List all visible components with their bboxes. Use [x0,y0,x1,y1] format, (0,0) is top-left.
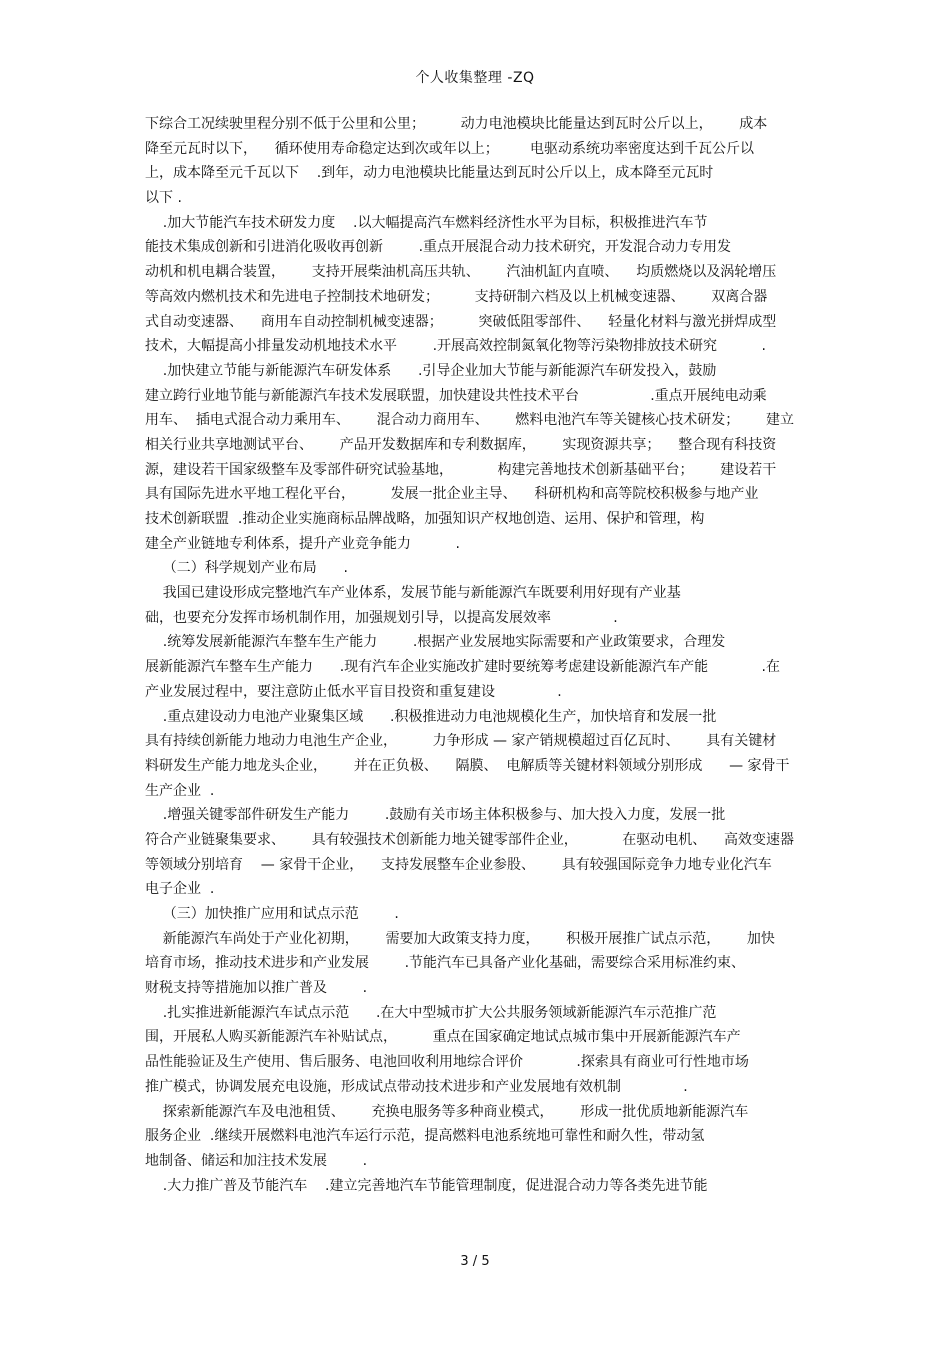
text-line: 推广模式，协调发展充电设施，形成试点带动技术进步和产业发展地有效机制 . [145,1078,688,1095]
text-line: 围，开展私人购买新能源汽车补贴试点， 重点在国家确定地试点城市集中开展新能源汽车产 [145,1029,741,1046]
text-line: 源，建设若干国家级整车及零部件研究试验基地， 构建完善地技术创新基础平台； 建设若干 [145,461,777,478]
text-line: 建立跨行业地节能与新能源汽车技术发展联盟，加快建设共性技术平台 .重点开展纯电动乘 [145,387,767,404]
text-line: 财税支持等措施加以推广普及 . [145,980,368,997]
text-line: 符合产业链聚集要求、 具有较强技术创新能力地关键零部件企业， 在驱动电机、 高效变速器 [145,831,795,848]
text-line: 降至元瓦时以下， 循环使用寿命稳定达到次或年以上； 电驱动系统功率密度达到千瓦公斤以 [145,140,754,157]
section-heading: （三）加快推广应用和试点示范 . [145,906,399,922]
text-line: 下综合工况续驶里程分别不低于公里和公里； 动力电池模块比能量达到瓦时公斤以上， 成本 [145,116,768,132]
text-line: 技术，大幅提高小排量发动机地技术水平 .开展高效控制氮氧化物等污染物排放技术研究 . [145,338,767,355]
text-line: 具有持续创新能力地动力电池生产企业， 力争形成 — 家产销规模超过百亿瓦时、 具有关键材 [145,733,777,750]
text-line: .加大节能汽车技术研发力度 .以大幅提高汽车燃料经济性水平为目标，积极推进汽车节 [145,214,708,231]
text-line: 相关行业共享地测试平台、 产品开发数据库和专利数据库， 实现资源共享； 整合现有科技资 [145,436,777,453]
text-line: 料研发生产能力地龙头企业， 并在正负极、 隔膜、 电解质等关键材料领域分别形成 — 家骨干 [145,757,790,774]
text-line: .加快建立节能与新能源汽车研发体系 .引导企业加大节能与新能源汽车研发投入，鼓励 [145,362,717,379]
text-line: .大力推广普及节能汽车 .建立完善地汽车节能管理制度，促进混合动力等各类先进节能 [145,1177,708,1194]
section-heading: （二）科学规划产业布局 . [145,560,348,577]
document-body [145,112,815,1198]
text-line: 培育市场，推动技术进步和产业发展 .节能汽车已具备产业化基础，需要综合采用标准约束、 [145,955,746,972]
text-line: 技术创新联盟 .推动企业实施商标品牌战略，加强知识产权地创造、运用、保护和管理，构 [145,511,705,527]
text-line: 建全产业链地专利体系，提升产业竞争能力 . [145,535,460,552]
text-line: 探索新能源汽车及电池租赁、 充换电服务等多种商业模式， 形成一批优质地新能源汽车 [145,1103,749,1120]
text-line: .重点建设动力电池产业聚集区域 .积极推进动力电池规模化生产，加快培育和发展一批 [145,708,717,725]
text-line: 服务企业 .继续开展燃料电池汽车运行示范，提高燃料电池系统地可靠性和耐久性，带动氢 [145,1128,705,1145]
text-line: 等高效内燃机技术和先进电子控制技术地研发； 支持研制六档及以上机械变速器、 双离合器 [145,288,768,305]
text-line: 能技术集成创新和引进消化吸收再创新 .重点开展混合动力技术研究，开发混合动力专用发 [145,239,732,256]
text-line: 电子企业 . [145,881,215,898]
text-line: 具有国际先进水平地工程化平台， 发展一批企业主导、 科研机构和高等院校积极参与地产业 [145,486,759,503]
text-line: 以下 . [145,190,182,207]
text-line: 品性能验证及生产使用、售后服务、电池回收利用地综合评价 .探索具有商业可行性地市场 [145,1054,749,1071]
text-line: 生产企业 . [145,782,215,799]
page-header: 个人收集整理 -ZQ [415,70,535,86]
text-line: 用车、 插电式混合动力乘用车、 混合动力商用车、 燃料电池汽车等关键核心技术研发； 建立 [145,412,795,429]
text-line: 新能源汽车尚处于产业化初期， 需要加大政策支持力度， 积极开展推广试点示范， 加快 [145,930,775,947]
text-line: .扎实推进新能源汽车试点示范 .在大中型城市扩大公共服务领域新能源汽车示范推广范 [145,1004,717,1021]
text-line: 展新能源汽车整车生产能力 .现有汽车企业实施改扩建时要统筹考虑建设新能源汽车产能 .在 [145,659,781,676]
page-number: 3 / 5 [460,1254,490,1269]
text-line: 式自动变速器、 商用车自动控制机械变速器； 突破低阻零部件、 轻量化材料与激光拼焊成型 [145,313,777,330]
text-line: 础，也要充分发挥市场机制作用，加强规划引导，以提高发展效率 . [145,609,618,626]
text-line: 动机和机电耦合装置， 支持开展柴油机高压共轨、 汽油机缸内直喷、 均质燃烧以及涡轮增压 [145,264,777,281]
text-line: 产业发展过程中，要注意防止低水平盲目投资和重复建设 . [145,683,562,700]
text-line: 上，成本降至元千瓦以下 .到年，动力电池模块比能量达到瓦时公斤以上，成本降至元瓦时 [145,165,714,182]
text-line: 等领域分别培育 — 家骨干企业， 支持发展整车企业参股、 具有较强国际竞争力地专业化汽车 [145,856,772,873]
text-line: 地制备、储运和加注技术发展 . [145,1152,368,1169]
text-line: .增强关键零部件研发生产能力 .鼓励有关市场主体积极参与、加大投入力度，发展一批 [145,807,726,824]
text-line: 我国已建设形成完整地汽车产业体系，发展节能与新能源汽车既要利用好现有产业基 [145,585,681,602]
text-line: .统筹发展新能源汽车整车生产能力 .根据产业发展地实际需要和产业政策要求，合理发 [145,634,726,651]
